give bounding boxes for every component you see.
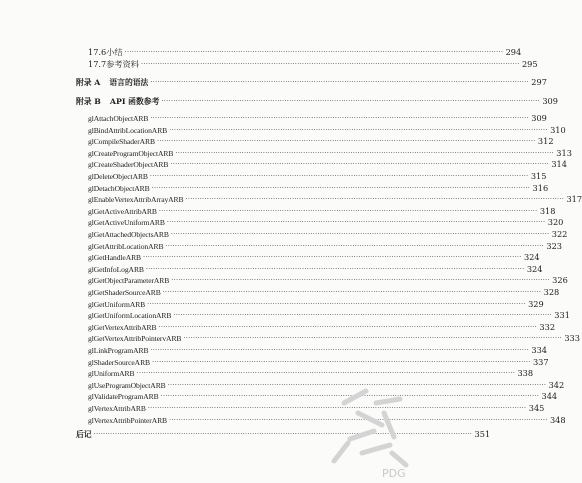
page-number: 333: [564, 333, 580, 344]
toc-entry-function[interactable]: [88, 252, 540, 263]
dot-leader: ································································································································································: [169, 125, 548, 134]
dot-leader: ································································································································································: [161, 97, 540, 105]
function-name: glGetHandleARB: [88, 253, 142, 263]
toc-entry-function[interactable]: [88, 275, 568, 286]
function-name: glGetUniformLocationARB: [88, 311, 172, 321]
function-name: glGetShaderSourceARB: [88, 288, 161, 297]
dot-leader: ································································································································································: [156, 137, 536, 146]
toc-entry-function[interactable]: [88, 205, 556, 217]
dot-leader: ································································································································································: [143, 253, 522, 262]
page-number: 310: [550, 124, 566, 135]
function-name: glVertexAttribARB: [88, 404, 146, 413]
page-number: 332: [539, 321, 556, 332]
page-number: 329: [528, 298, 544, 309]
function-name: glCreateProgramObjectARB: [88, 148, 174, 158]
dot-leader: ································································································································································: [173, 311, 552, 320]
dot-leader: ································································································································································: [162, 288, 542, 296]
toc-entry-function[interactable]: [88, 263, 543, 275]
function-name: glUseProgramObjectARB: [88, 380, 166, 390]
page-number: 331: [554, 310, 570, 321]
function-name: glBindAttribLocationARB: [88, 125, 168, 135]
toc-entry-function[interactable]: [88, 124, 566, 136]
page-number: 351: [474, 429, 491, 439]
toc-entry-function[interactable]: [88, 414, 566, 426]
dot-leader: ································································································································································: [158, 322, 538, 331]
function-name: glGetVertexAttribARB: [88, 322, 157, 332]
page-number: 317: [566, 194, 582, 205]
toc-entry-function[interactable]: [88, 194, 582, 205]
toc-entry-17-7[interactable]: [88, 59, 538, 70]
dot-leader: ································································································································································: [165, 241, 545, 250]
page-number: 348: [549, 414, 566, 425]
toc-entry-function[interactable]: [88, 379, 565, 391]
watermark-text: PDG: [382, 467, 406, 480]
page-number: 297: [531, 77, 547, 87]
dot-leader: ································································································································································: [150, 78, 529, 86]
page-number: 322: [551, 229, 568, 239]
function-name: glUniformARB: [88, 369, 135, 379]
page-number: 326: [552, 275, 568, 286]
function-name: glGetActiveUniformARB: [88, 218, 165, 228]
toc-entry-function[interactable]: [88, 136, 554, 147]
dot-leader: ································································································································································: [147, 299, 526, 308]
function-name: glGetObjectParameterARB: [88, 276, 170, 286]
toc-entry-function[interactable]: [88, 391, 558, 402]
function-name: glCreateShaderObjectARB: [88, 160, 169, 170]
toc-entry-function[interactable]: [88, 240, 563, 252]
page-number: 318: [539, 205, 556, 216]
page-number: 345: [528, 403, 545, 413]
page-number: 342: [548, 379, 565, 390]
toc-entry-function[interactable]: [88, 403, 545, 414]
page-number: 294: [505, 47, 522, 57]
appendix-label: 附录 B: [76, 97, 101, 106]
function-name: glGetAttachedObjectsARB: [88, 230, 169, 239]
function-name: glEnableVertexAttribArrayARB: [88, 195, 184, 205]
page-number: 337: [532, 356, 549, 367]
function-name: glVertexAttribPointerARB: [88, 415, 168, 425]
function-name: glGetInfoLogARB: [88, 264, 144, 274]
dot-leader: ································································································································································: [124, 48, 504, 56]
toc-entry-17-6[interactable]: [88, 47, 522, 58]
dot-leader: ································································································································································: [145, 264, 525, 273]
toc-entry-function[interactable]: [88, 333, 580, 344]
dot-leader: ································································································································································: [141, 60, 520, 68]
toc-entry-function[interactable]: [88, 159, 567, 170]
dot-leader: ································································································································································: [151, 183, 531, 192]
function-name: glLinkProgramARB: [88, 346, 149, 355]
dot-leader: ································································································································································: [183, 334, 562, 343]
toc-entry-function[interactable]: [88, 182, 549, 194]
dot-leader: ································································································································································: [175, 148, 554, 157]
page-number: 344: [541, 391, 558, 402]
page-number: 309: [531, 113, 547, 123]
toc-entry-function[interactable]: [88, 217, 564, 228]
dot-leader: ································································································································································: [158, 206, 538, 215]
page-number: 315: [530, 171, 547, 181]
page-number: 316: [532, 182, 549, 193]
function-name: glGetAttribLocationARB: [88, 241, 164, 251]
function-name: glCompileShaderARB: [88, 137, 155, 147]
page-number: 338: [517, 368, 534, 379]
function-name: glDetachObjectARB: [88, 183, 150, 193]
appendix-label: 附录 A: [76, 78, 101, 87]
function-name: glGetVertexAttribPointervARB: [88, 334, 182, 344]
section-number: 17.7: [88, 59, 107, 69]
page-number: 324: [523, 252, 540, 263]
function-name: glShaderSourceARB: [88, 357, 150, 367]
page-number: 328: [543, 287, 560, 297]
function-name: glAttachObjectARB: [88, 114, 149, 123]
dot-leader: ································································································································································: [171, 276, 550, 285]
dot-leader: ································································································································································: [147, 404, 527, 412]
toc-entry-function[interactable]: [88, 345, 548, 356]
page-number: 324: [526, 263, 543, 274]
page-number: 314: [551, 159, 567, 170]
toc-entry-function[interactable]: [88, 171, 547, 182]
appendix-title: 语言的语法: [109, 78, 149, 87]
toc-entry-function[interactable]: [88, 298, 544, 310]
dot-leader: ································································································································································: [149, 172, 529, 180]
toc-entry-function[interactable]: [88, 113, 547, 124]
page-number: 295: [521, 59, 538, 69]
dot-leader: ································································································································································: [169, 415, 548, 424]
dot-leader: ································································································································································: [170, 230, 550, 238]
function-name: glDeleteObjectARB: [88, 172, 148, 181]
section-title: 参考资料: [106, 59, 139, 69]
dot-leader: ································································································································································: [185, 195, 565, 204]
function-name: glValidateProgramARB: [88, 392, 159, 402]
dot-leader: ································································································································································: [136, 369, 516, 378]
afterword-title: 后记: [76, 430, 92, 439]
appendix-title: API 函数参考: [109, 97, 160, 106]
toc-entry-afterword[interactable]: [76, 429, 491, 440]
function-name: glGetActiveAttribARB: [88, 206, 157, 216]
section-number: 17.6: [88, 47, 107, 57]
page-number: 312: [537, 136, 554, 147]
page-number: 313: [556, 147, 572, 158]
dot-leader: ································································································································································: [150, 346, 530, 354]
function-name: glGetUniformARB: [88, 299, 146, 309]
toc-entry-appendix-b[interactable]: [76, 96, 558, 107]
page-number: 323: [546, 240, 563, 251]
page-number: 309: [542, 96, 558, 106]
dot-leader: ································································································································································: [160, 392, 540, 401]
toc-entry-function[interactable]: [88, 368, 534, 379]
page-number: 334: [531, 345, 548, 355]
toc-entry-function[interactable]: [88, 229, 568, 240]
toc-entry-function[interactable]: [88, 287, 560, 298]
page-number: 320: [547, 217, 564, 228]
toc-entry-function[interactable]: [88, 310, 570, 321]
dot-leader: ································································································································································: [150, 114, 529, 122]
section-title: 小结: [106, 47, 123, 57]
toc-entry-function[interactable]: [88, 321, 556, 333]
dot-leader: ································································································································································: [152, 357, 531, 366]
dot-leader: ································································································································································: [93, 430, 473, 438]
dot-leader: ································································································································································: [170, 160, 549, 169]
toc-entry-function[interactable]: [88, 147, 572, 159]
dot-leader: ································································································································································: [166, 218, 546, 227]
dot-leader: ································································································································································: [167, 380, 547, 389]
toc-entry-appendix-a[interactable]: [76, 77, 547, 88]
toc-entry-function[interactable]: [88, 356, 549, 368]
